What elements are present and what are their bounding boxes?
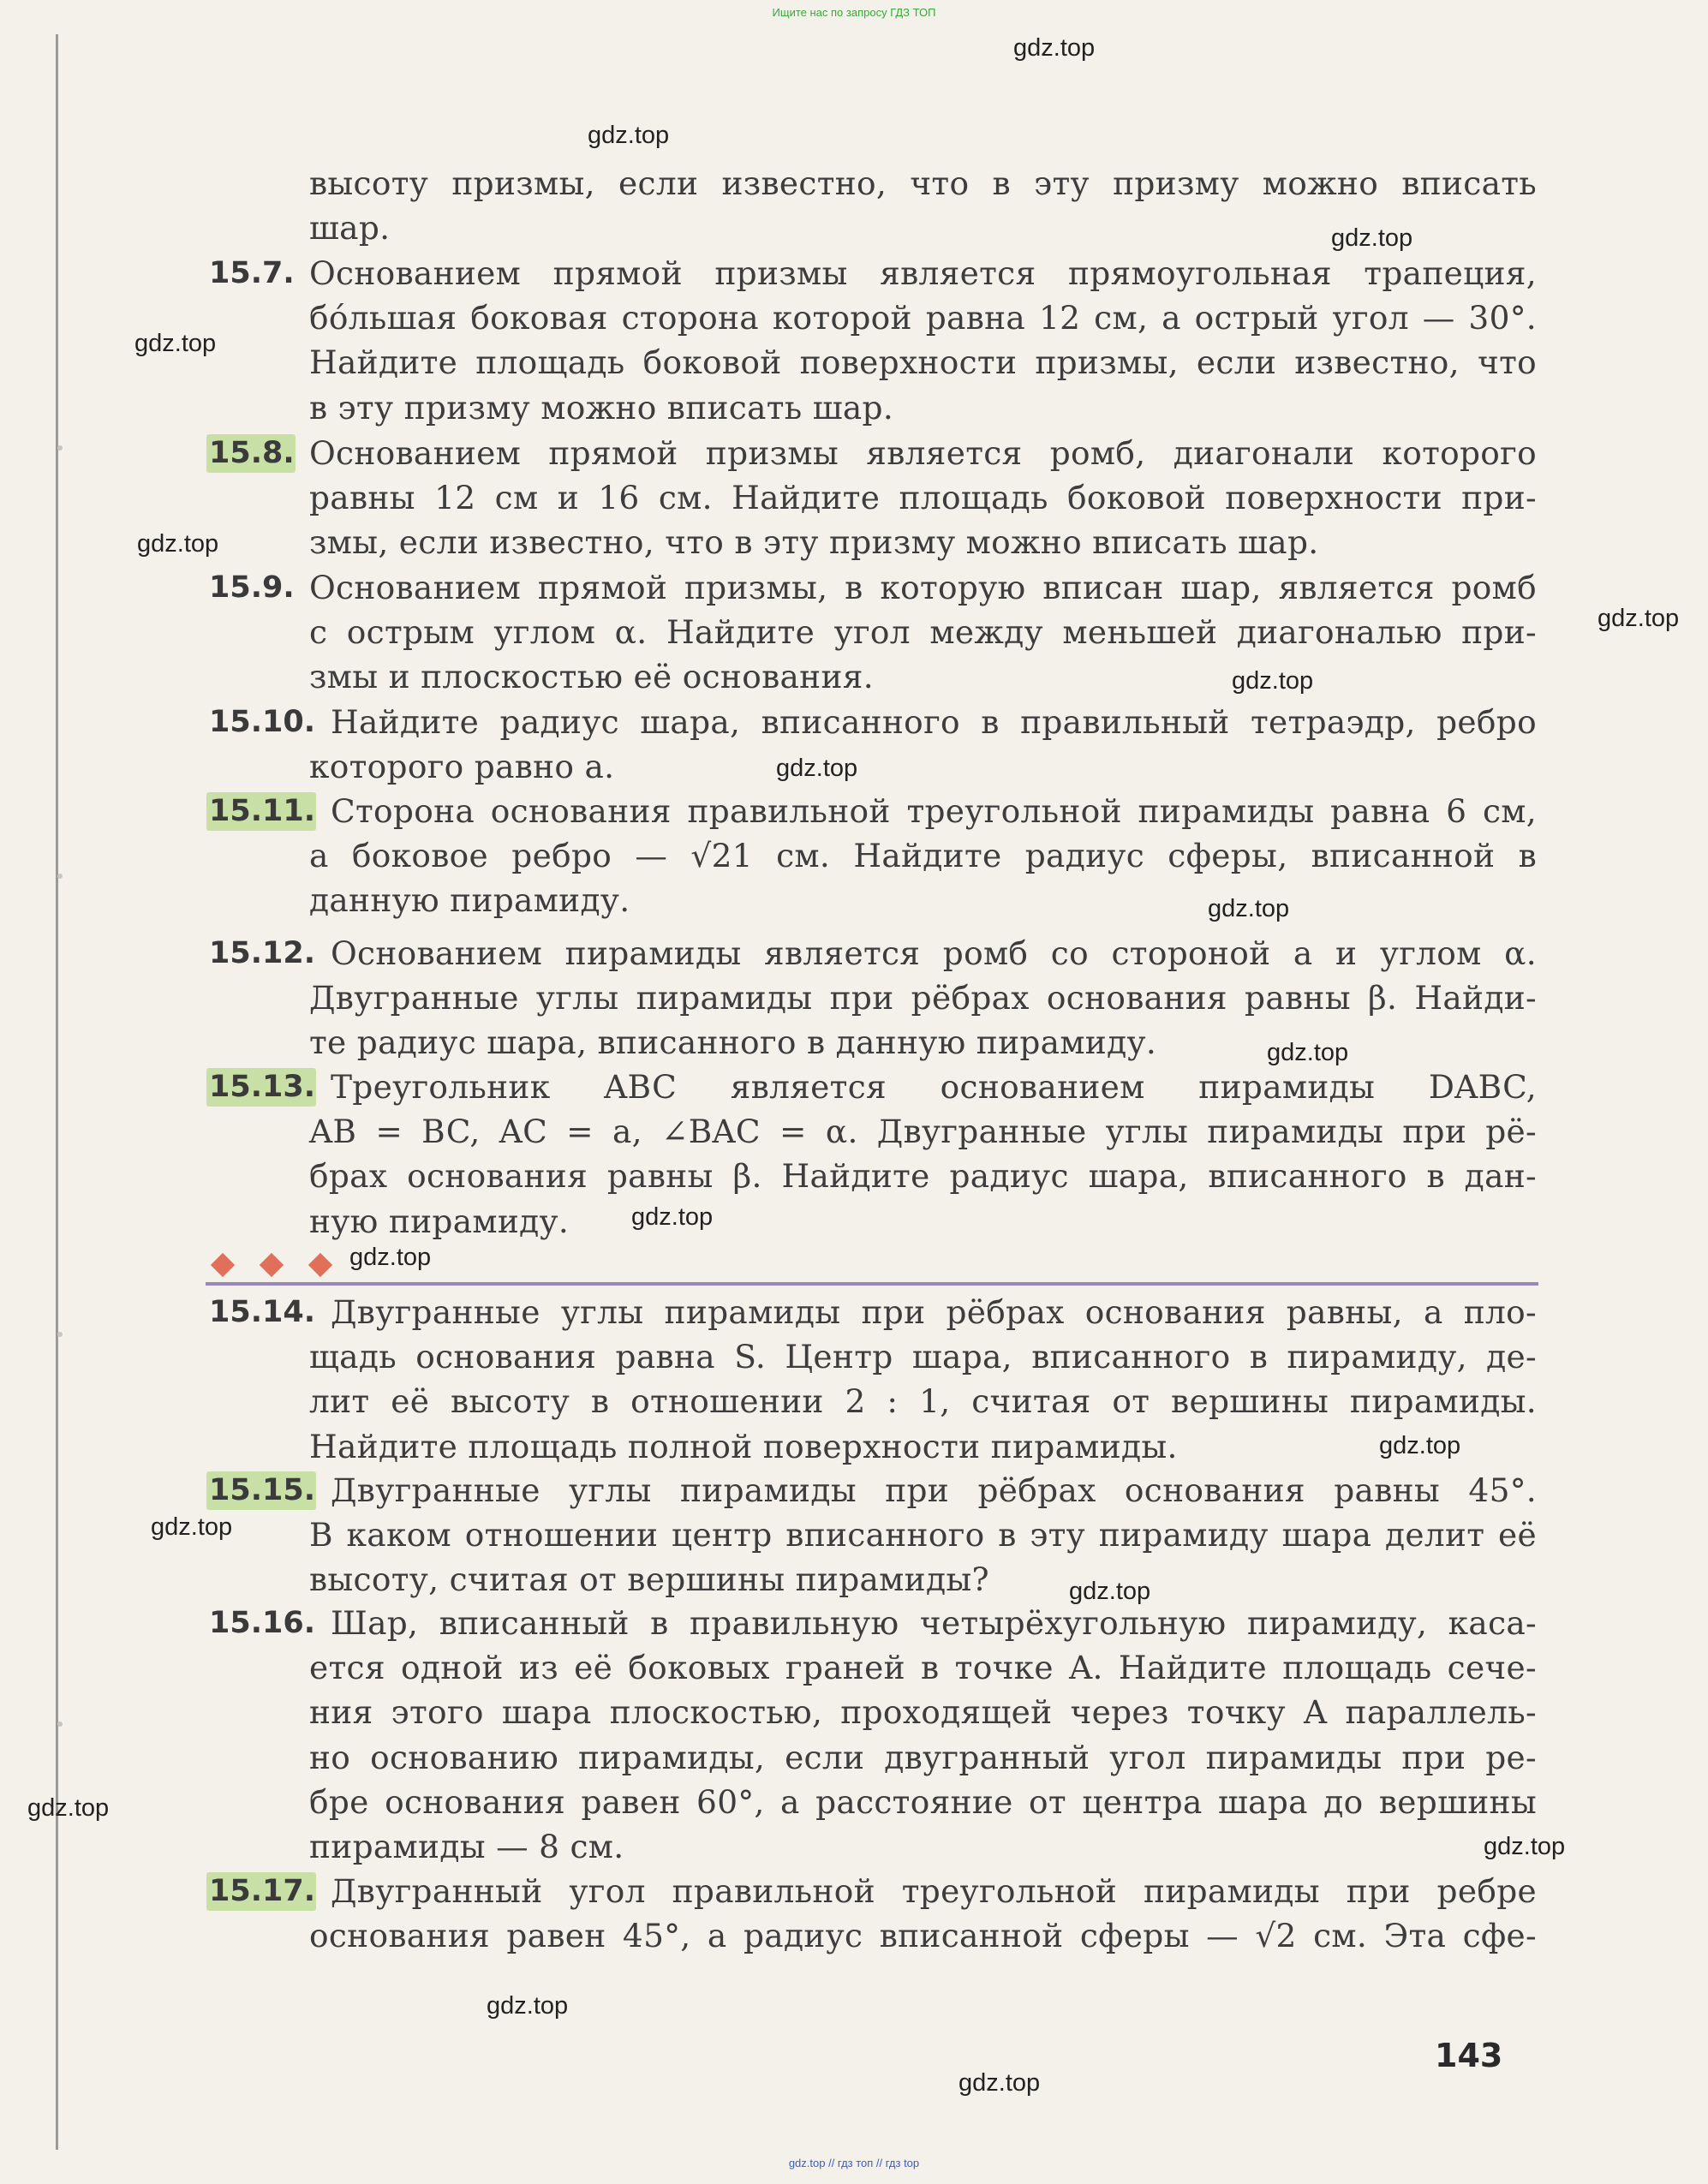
problem-text-line: брах основания равны β. Найдите радиус шара, вписанного в дан- (309, 1157, 1537, 1196)
problem-text-line: высоту призмы, если известно, что в эту призму можно вписать (309, 164, 1537, 202)
problem-text-line: те радиус шара, вписанного в данную пирамиду. (309, 1023, 1157, 1062)
page-number: 143 (1435, 2037, 1503, 2074)
problem-text-line: ния этого шара плоскостью, проходящей через точку A параллель- (309, 1693, 1537, 1732)
watermark: gdz.top (349, 1244, 432, 1271)
problem-text-line: Шар, вписанный в правильную четырёхугольную пирамиду, каса- (331, 1604, 1537, 1642)
bottom-banner: gdz.top // гдз топ // гдз top (788, 2157, 920, 2169)
watermark: gdz.top (588, 122, 670, 149)
problem-number: 15.7. (209, 256, 295, 290)
problem-text-line: высоту, считая от вершины пирамиды? (309, 1560, 989, 1599)
problem-text-line: в эту призму можно вписать шар. (309, 388, 894, 427)
problem-text-line: Двугранные углы пирамиды при рёбрах основания равны, а пло- (331, 1293, 1537, 1331)
watermark: gdz.top (1208, 895, 1290, 922)
problem-text-line: AB = BC, AC = a, ∠BAC = α. Двугранные углы пирамиды при рё- (309, 1113, 1537, 1151)
problem-text-line: змы, если известно, что в эту призму можно вписать шар. (309, 523, 1319, 562)
diamond-icon (211, 1253, 235, 1277)
problem-text-line: Основанием прямой призмы является ромб, диагонали которого (309, 434, 1537, 472)
problem-number: 15.10. (209, 705, 316, 739)
problem-text-line: бóльшая боковая сторона которой равна 12 см, а острый угол — 30°. (309, 299, 1537, 337)
problem-text-line: но основанию пирамиды, если двугранный угол пирамиды при ре- (309, 1738, 1537, 1776)
binding-mark (57, 445, 63, 451)
watermark: gdz.top (959, 2069, 1041, 2097)
section-divider (206, 1282, 1538, 1286)
watermark: gdz.top (1232, 667, 1314, 695)
binding-mark (57, 874, 63, 879)
problem-text-line: ную пирамиду. (309, 1202, 570, 1240)
watermark: gdz.top (1013, 34, 1096, 62)
diamond-icon (260, 1253, 284, 1277)
problem-text-line: змы и плоскостью её основания. (309, 658, 874, 696)
watermark: gdz.top (1598, 605, 1680, 632)
problem-text-line: Основанием пирамиды является ромб со стороной a и углом α. (331, 934, 1537, 972)
watermark: gdz.top (1331, 224, 1413, 252)
problem-text-line: лит её высоту в отношении 2 : 1, считая от вершины пирамиды. (309, 1382, 1537, 1421)
problem-number: 15.15. (209, 1473, 316, 1507)
problem-number: 15.11. (209, 794, 316, 828)
problem-text-line: пирамиды — 8 см. (309, 1828, 624, 1865)
problem-text-line: а боковое ребро — √21 см. Найдите радиус сферы, вписанной в (309, 837, 1537, 875)
problem-text-line: основания равен 45°, а радиус вписанной сферы — √2 см. Эта сфе- (309, 1917, 1537, 1955)
binding-mark (57, 1722, 63, 1727)
problem-text-line: В каком отношении центр вписанного в эту пирамиду шара делит её (309, 1516, 1537, 1554)
watermark: gdz.top (776, 755, 858, 782)
watermark: gdz.top (487, 1992, 569, 2020)
problem-text-line: ется одной из её боковых граней в точке A. Найдите площадь сече- (309, 1649, 1537, 1687)
problem-text-line: Треугольник ABC является основанием пирамиды DABC, (331, 1068, 1537, 1106)
watermark: gdz.top (27, 1794, 110, 1822)
diamond-icon (308, 1253, 332, 1277)
problem-text-line: Найдите площадь боковой поверхности призмы, если известно, что (309, 343, 1537, 382)
problem-text-line: с острым углом α. Найдите угол между меньшей диагональю при- (309, 613, 1537, 652)
problem-number: 15.14. (209, 1295, 316, 1329)
problem-number: 15.9. (209, 570, 295, 605)
problem-text-line: которого равно a. (309, 748, 615, 786)
watermark: gdz.top (1267, 1039, 1349, 1066)
top-banner: Ищите нас по запросу ГДЗ ТОП (772, 6, 936, 19)
problem-number: 15.13. (209, 1070, 316, 1104)
problem-number: 15.12. (209, 936, 316, 970)
watermark: gdz.top (1069, 1578, 1151, 1605)
watermark: gdz.top (151, 1513, 233, 1541)
problem-text-line: данную пирамиду. (309, 881, 630, 920)
problem-text-line: Двугранные углы пирамиды при рёбрах основания равны 45°. (331, 1471, 1537, 1509)
watermark: gdz.top (631, 1203, 714, 1231)
problem-text-line: Сторона основания правильной треугольной пирамиды равна 6 см, (331, 792, 1537, 830)
problem-number: 15.8. (209, 436, 295, 470)
binding-mark (57, 1332, 63, 1337)
problem-text-line: Найдите площадь полной поверхности пирамиды. (309, 1427, 1178, 1465)
problem-number: 15.16. (209, 1606, 316, 1640)
problem-text-line: равны 12 см и 16 см. Найдите площадь боковой поверхности при- (309, 479, 1537, 517)
watermark: gdz.top (1484, 1833, 1566, 1860)
problem-text-line: бре основания равен 60°, а расстояние от центра шара до вершины (309, 1782, 1537, 1821)
problem-text-line: шар. (309, 209, 391, 248)
problem-text-line: Основанием прямой призмы, в которую вписан шар, является ромб (309, 569, 1537, 606)
page-margin-line (56, 34, 58, 2150)
watermark: gdz.top (137, 530, 219, 558)
watermark: gdz.top (134, 330, 217, 357)
watermark: gdz.top (1379, 1432, 1461, 1459)
problem-text-line: Двугранные углы пирамиды при рёбрах основания равны β. Найди- (309, 979, 1537, 1017)
problem-text-line: щадь основания равна S. Центр шара, вписанного в пирамиду, де- (309, 1338, 1537, 1376)
problem-text-line: Двугранный угол правильной треугольной пирамиды при ребре (331, 1872, 1537, 1910)
problem-number: 15.17. (209, 1874, 316, 1908)
problem-text-line: Основанием прямой призмы является прямоугольная трапеция, (309, 254, 1537, 292)
problem-text-line: Найдите радиус шара, вписанного в правильный тетраэдр, ребро (331, 703, 1537, 741)
